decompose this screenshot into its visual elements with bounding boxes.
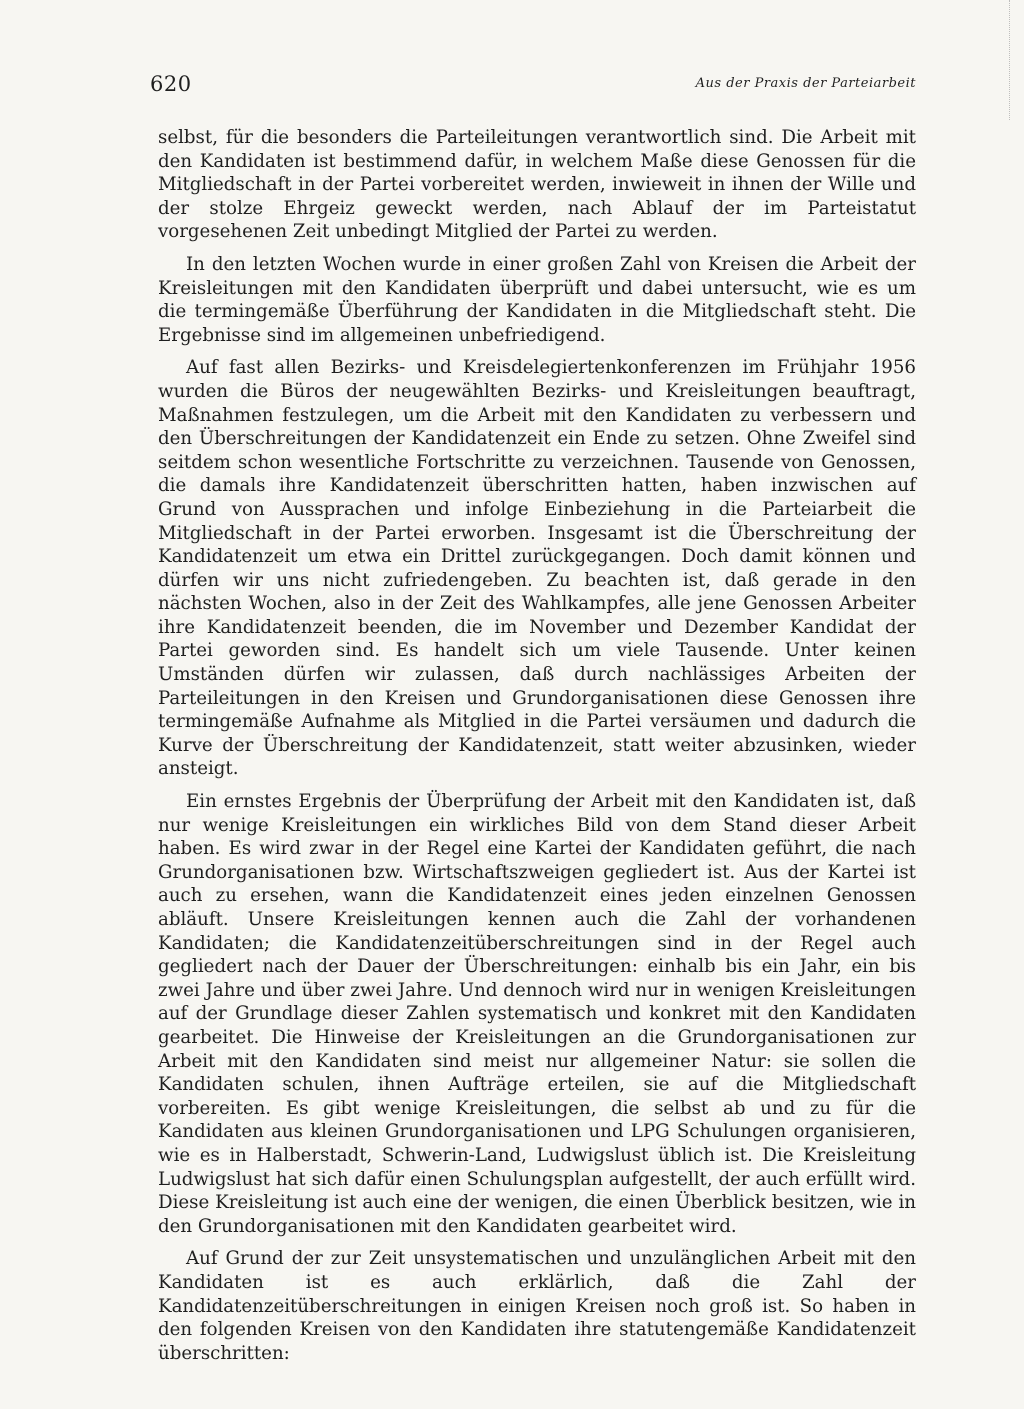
page-header xyxy=(150,72,916,102)
scan-edge-mark xyxy=(995,0,1010,120)
paragraph-4: Ein ernstes Ergebnis der Überprüfung der Arbeit mit den Kandidaten ist, daß nur wenige Kreisleitungen ein wirkliches Bild von dem Stand dieser Arbeit haben. Es wird zwar in der Regel eine Kartei der Kandidaten geführt, die nach Grundorganisationen bzw. Wirtschaftszweigen gegliedert ist. Aus der Kartei ist auch zu ersehen, wann die Kandidatenzeit eines jeden einzelnen Genossen abläuft. Unsere Kreisleitungen kennen auch die Zahl der vorhandenen Kandidaten; die Kandidatenzeitüberschreitungen sind in der Regel auch gegliedert nach der Dauer der Überschreitungen: einhalb bis ein Jahr, ein bis zwei Jahre und über zwei Jahre. Und dennoch wird nur in wenigen Kreisleitungen auf der Grundlage dieser Zahlen systematisch und konkret mit den Kandidaten gearbeitet. Die Hinweise der Kreisleitungen an die Grundorganisationen zur Arbeit mit den Kandidaten sind meist nur allgemeiner Natur: sie sollen die Kandidaten schulen, ihnen Aufträge erteilen, sie auf die Mitgliedschaft vorbereiten. Es gibt wenige Kreisleitungen, die selbst ab und zu für die Kandidaten aus kleinen Grundorganisationen und LPG Schulungen organisieren, wie es in Halberstadt, Schwerin-Land, Ludwigslust üblich ist. Die Kreisleitung Ludwigslust hat sich dafür einen Schulungsplan aufgestellt, der auch erfüllt wird. Diese Kreisleitung ist auch eine der wenigen, die einen Überblick besitzen, wie in den Grundorganisationen mit den Kandidaten gearbeitet wird. xyxy=(158,791,916,1237)
paragraph-2: In den letzten Wochen wurde in einer großen Zahl von Kreisen die Arbeit der Kreisleitungen mit den Kandidaten überprüft und dabei untersucht, wie es um die termingemäße Überführung der Kandidaten in die Mitgliedschaft steht. Die Ergebnisse sind im allgemeinen unbefriedigend. xyxy=(158,253,916,346)
paragraph-3: Auf fast allen Bezirks- und Kreisdelegiertenkonferenzen im Frühjahr 1956 wurden die Büros der neugewählten Bezirks- und Kreisleitungen beauftragt, Maßnahmen festzulegen, um die Arbeit mit den Kandidaten zu verbessern und den Überschreitungen der Kandidatenzeit ein Ende zu setzen. Ohne Zweifel sind seitdem schon wesentliche Fortschritte zu verzeichnen. Tausende von Genossen, die damals ihre Kandidatenzeit überschritten hatten, haben inzwischen auf Grund von Aussprachen und infolge Einbeziehung in die Parteiarbeit die Mitgliedschaft in der Partei erworben. Insgesamt ist die Überschreitung der Kandidatenzeit um etwa ein Drittel zurückgegangen. Doch damit können und dürfen wir uns nicht zufriedengeben. Zu beachten ist, daß gerade in den nächsten Wochen, also in der Zeit des Wahlkampfes, alle jene Genossen Arbeiter ihre Kandidatenzeit beenden, die im November und Dezember Kandidat der Partei geworden sind. Es handelt sich um viele Tausende. Unter keinen Umständen dürfen wir zulassen, daß durch nachlässiges Arbeiten der Parteileitungen in den Kreisen und Grundorganisationen diese Genossen ihre termingemäße Aufnahme als Mitglied in die Partei versäumen und dadurch die Kurve der Überschreitung der Kandidatenzeit, statt weiter abzusinken, wieder ansteigt. xyxy=(158,357,916,780)
body-text xyxy=(158,126,916,1374)
paragraph-1: selbst, für die besonders die Parteileitungen verantwortlich sind. Die Arbeit mit den Kandidaten ist bestimmend dafür, in welchem Maße diese Genossen für die Mitgliedschaft in der Partei vorbereitet werden, inwieweit in ihnen der Wille und der stolze Ehrgeiz geweckt werden, nach Ablauf der im Parteistatut vorgesehenen Zeit unbedingt Mitglied der Partei zu werden. xyxy=(158,127,916,243)
page-number: 620 xyxy=(150,72,192,96)
running-title: Aus der Praxis der Parteiarbeit xyxy=(695,76,916,91)
paragraph-5: Auf Grund der zur Zeit unsystematischen und unzulänglichen Arbeit mit den Kandidaten ist es auch erklärlich, daß die Zahl der Kandidatenzeitüberschreitungen in einigen Kreisen noch groß ist. So haben in den folgenden Kreisen von den Kandidaten ihre statutengemäße Kandidatenzeit überschritten: xyxy=(158,1248,916,1364)
